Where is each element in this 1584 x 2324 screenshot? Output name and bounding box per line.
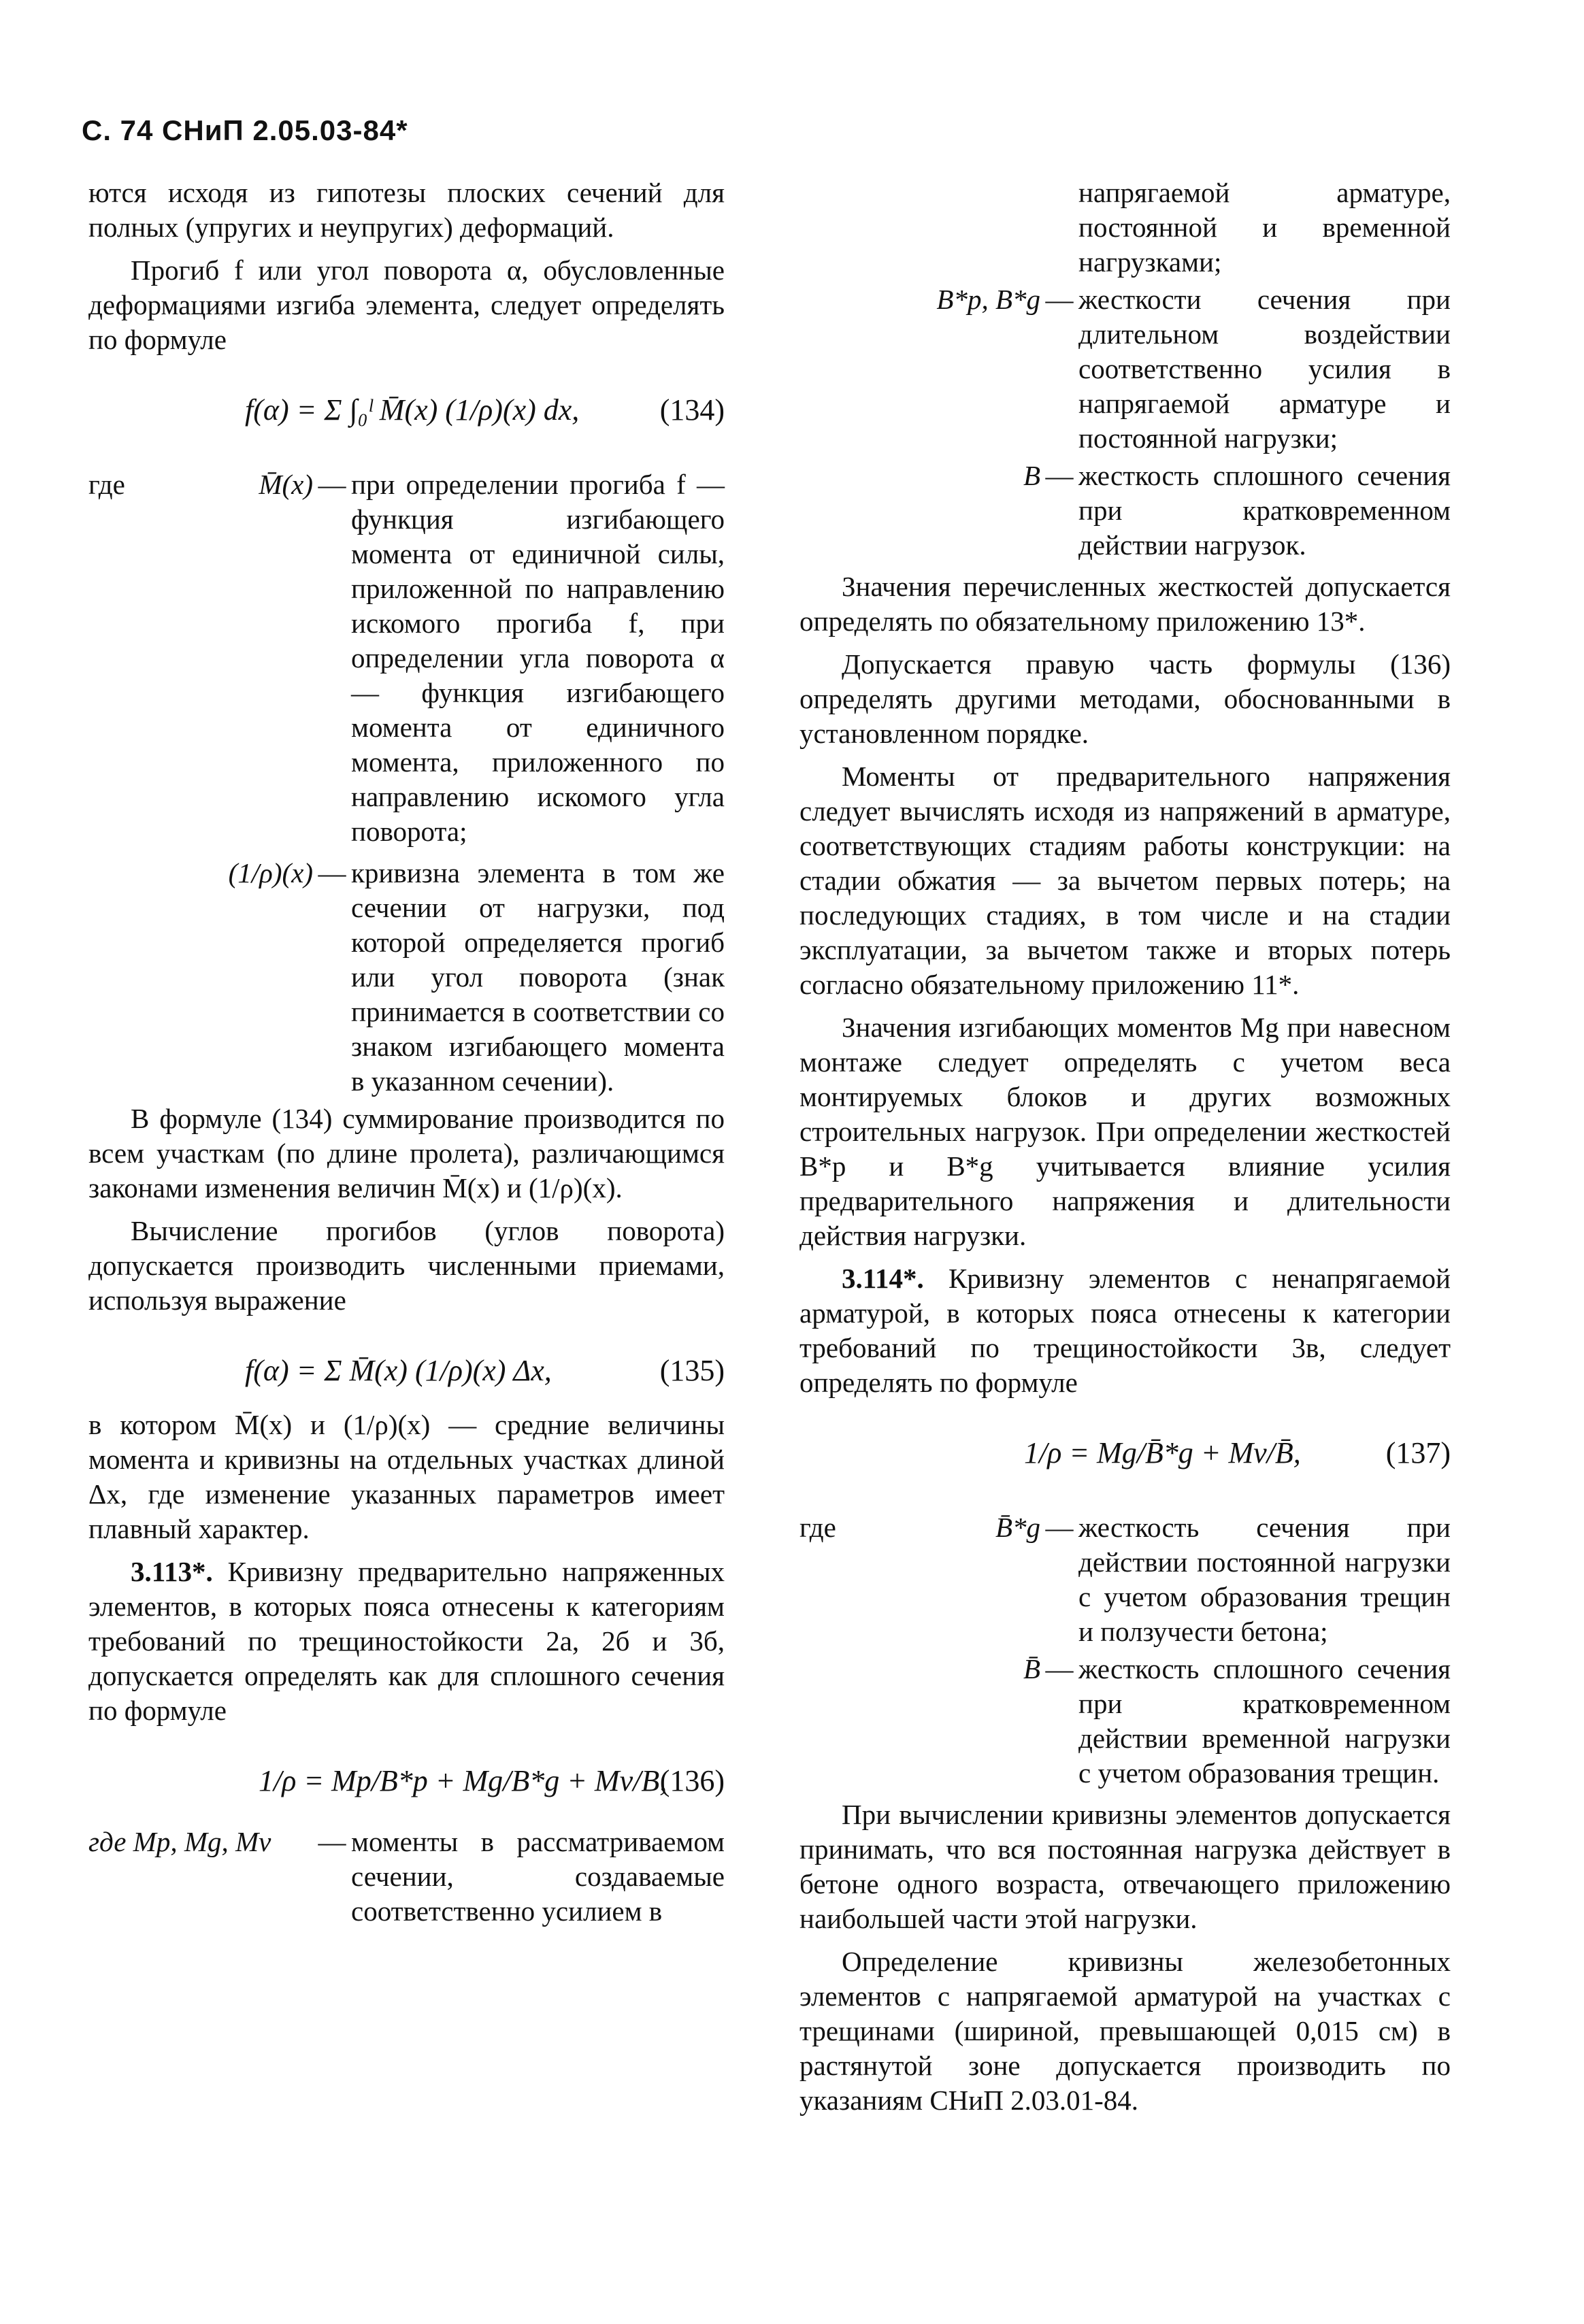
definition-row [799,1510,1451,1649]
formula-137 [799,1408,1451,1510]
dash: — [1045,1653,1074,1684]
definition-term: (1/ρ)(x) [228,857,313,889]
where-label: где [799,1512,836,1543]
formula-136 [88,1736,725,1825]
definition-text: жесткость сплошного сечения при кратковременном действии нагрузок. [1078,460,1451,561]
definition-list [88,467,725,1099]
definition-row [799,1652,1451,1791]
paragraph: При вычислении кривизны элементов допускается принимать, что вся постоянная нагрузка действует в бетоне одного возраста, отвечающего приложению наибольшей части этой нагрузки. [799,1799,1451,1934]
definition-text: жесткости сечения при длительном воздействии соответственно усилия в напрягаемой арматуре и постоянной нагрузки; [1078,284,1451,454]
paragraph: Прогиб f или угол поворота α, обусловленные деформациями изгиба элемента, следует определять по формуле [88,254,725,355]
definition-text: при определении прогиба f — функция изгибающего момента от единичной силы, приложенной по направлению искомого прогиба f, при определении угла поворота α — функция изгибающего момента от единичного момента, приложенного по направлению искомого угла поворота; [351,469,725,847]
paragraph: В формуле (134) суммирование производится по всем участкам (по длине пролета), различающимся законами изменения величин M̄(x) и (1/ρ)(x). [88,1103,725,1204]
definition-text: жесткость сечения при действии постоянной нагрузки с учетом образования трещин и ползучести бетона; [1078,1512,1451,1647]
paragraph: в котором M̄(x) и (1/ρ)(x) — средние величины момента и кривизны на отдельных участках длиной Δx, где изменение указанных параметров имеет плавный характер. [88,1409,725,1544]
paragraph [88,1555,725,1728]
definition-row [88,1825,725,1929]
dash: — [318,857,346,889]
formula-number: (134) [659,393,725,427]
paragraph: Значения перечисленных жесткостей допускается определять по обязательному приложению 13*. [799,571,1451,637]
indent-spacer [799,176,1078,280]
definition-term: M̄(x) [259,469,313,500]
paragraph: Допускается правую часть формулы (136) определять другими методами, обоснованными в установленном порядке. [799,648,1451,749]
paragraph: Вычисление прогибов (углов поворота) допускается производить численными приемами, используя выражение [88,1215,725,1316]
clause-text: Кривизну элементов с ненапрягаемой арматурой, в которых пояса отнесены к категории требований по трещиностойкости 3в, следует определять по формуле [799,1263,1451,1398]
definition-term: B*p, B*g [936,284,1040,315]
definition-row [88,467,725,849]
paragraph: Моменты от предварительного напряжения следует вычислять исходя из напряжений в арматуре, соответствующих стадиям работы конструкции: на стадии обжатия — за вычетом первых потерь; на последующих стадиях, в том числе и на стадии эксплуатации, за вычетом также и вторых потерь согласно обязательному приложению 11*. [799,761,1451,1000]
definition-row [88,856,725,1099]
dash: — [1045,284,1074,315]
definition-row [799,282,1451,456]
paragraph: Определение кривизны железобетонных элементов с напрягаемой арматурой на участках с трещинами (шириной, превышающей 0,015 см) в растянутой зоне допускается производить по указаниям СНиП 2.03.01-84. [799,1946,1451,2116]
definition-term: B [1023,460,1040,491]
paragraph: Значения изгибающих моментов Mg при навесном монтаже следует определять с учетом веса монтируемых блоков и других возможных строительных нагрузок. При определении жесткостей B*p и B*g учитывается влияние усилия предварительного напряжения и длительности действия нагрузки. [799,1012,1451,1251]
definition-text: кривизна элемента в том же сечении от нагрузки, под которой определяется прогиб или угол поворота (знак принимается в соответствии со знаком изгибающего момента в указанном сечении). [351,857,725,1097]
definition-text: напрягаемой арматуре, постоянной и временной нагрузками; [1078,177,1451,278]
paragraph [799,1261,1451,1400]
clause-text: Кривизну предварительно напряженных элементов, в которых пояса отнесены к категориям требований по трещиностойкости 2а, 2б и 3б, допускается определять как для сплошного сечения по формуле [88,1556,725,1726]
formula-expression: f(α) = Σ ∫₀ˡ M̄(x) (1/ρ)(x) dx, [245,393,580,427]
formula-135 [88,1326,725,1408]
formula-134 [88,365,725,467]
formula-number: (137) [1385,1436,1451,1470]
dash: — [318,1826,346,1857]
definition-row [799,176,1451,280]
formula-expression: 1/ρ = Mp/B*p + Mg/B*g + Mv/B, [259,1764,667,1797]
paragraph: ются исходя из гипотезы плоских сечений для полных (упругих и неупругих) деформаций. [88,177,725,243]
left-column [88,176,725,1931]
right-column [799,176,1451,2126]
definition-term: B̄*g [995,1512,1040,1543]
formula-expression: f(α) = Σ M̄(x) (1/ρ)(x) Δx, [245,1354,552,1387]
definition-term: где Mp, Mg, Mv [88,1826,271,1857]
formula-number: (135) [659,1354,725,1387]
definition-text: жесткость сплошного сечения при кратковременном действии временной нагрузки с учетом образования трещин. [1078,1653,1451,1789]
clause-number: 3.113*. [131,1556,213,1587]
definition-row [799,459,1451,563]
definition-term: B̄ [1023,1653,1040,1684]
page-header: С. 74 СНиП 2.05.03-84* [82,114,408,146]
definition-text: моменты в рассматриваемом сечении, создаваемые соответственно усилием в [351,1826,725,1927]
dash: — [1045,1512,1074,1543]
formula-number: (136) [659,1764,725,1797]
dash: — [318,469,346,500]
formula-expression: 1/ρ = Mg/B̄*g + Mv/B̄, [1024,1436,1301,1470]
where-label: где [88,469,125,500]
dash: — [1045,460,1074,491]
clause-number: 3.114*. [842,1263,924,1294]
